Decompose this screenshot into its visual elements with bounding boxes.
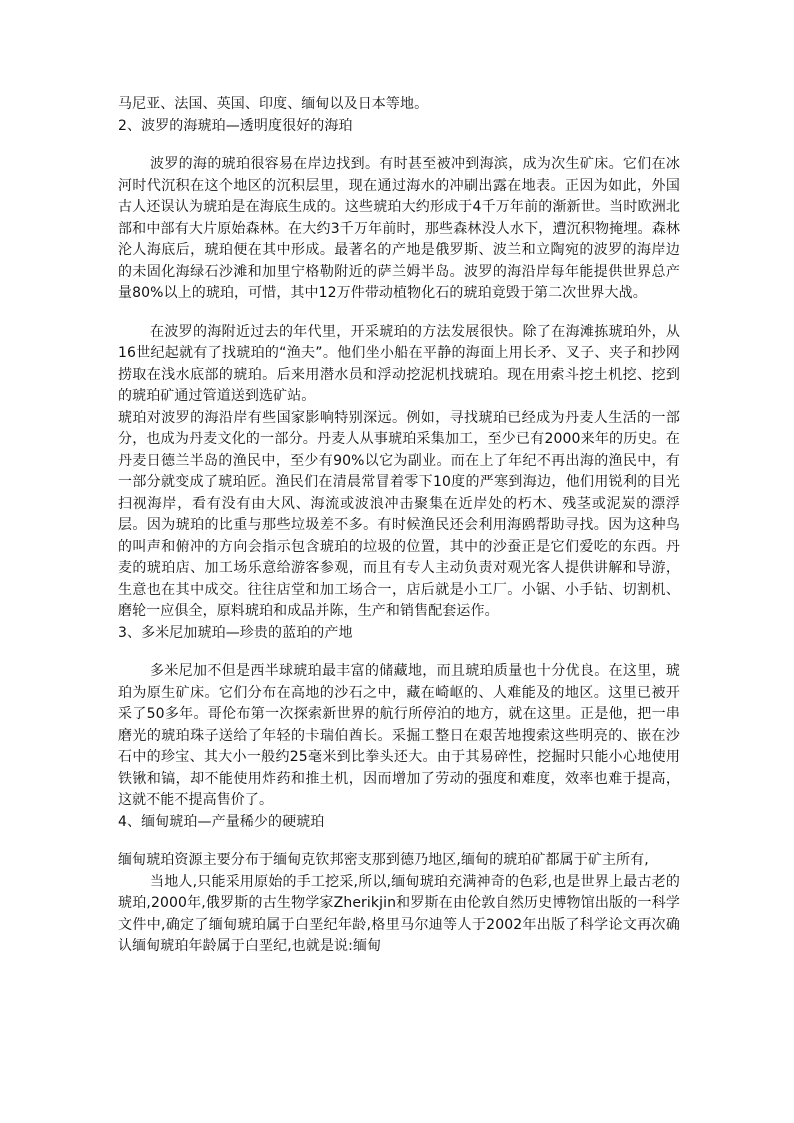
document-page	[118, 94, 680, 958]
paragraph-baltic-denmark: 琥珀对波罗的海沿岸有些国家影响特别深远。例如，寻找琥珀已经成为丹麦人生活的一部分，也成为丹麦文化的一部分。丹麦人从事琥珀采集加工，至少已有2000来年的历史。在丹麦日德兰半岛的渔民中，至少有90%以它为副业。而在上了年纪不再出海的渔民中，有一部分就变成了琥珀匠。渔民们在清晨常冒着零下10度的严寒到海边，他们用锐利的目光扫视海岸，看有没有由大风、海流或波浪冲击聚集在近岸处的朽木、残茎或泥炭的漂浮层。因为琥珀的比重与那些垃圾差不多。有时候渔民还会利用海鸥帮助寻找。因为这种鸟的叫声和俯冲的方向会指示包含琥珀的垃圾的位置，其中的沙蚕正是它们爱吃的东西。丹麦的琥珀店、加工场乐意给游客参观，而且有专人主动负责对观光客人提供讲解和导游，生意也在其中成交。往往店堂和加工场合一，店后就是小工厂。小锯、小手钻、切割机、磨轮一应俱全，原料琥珀和成品并陈，生产和销售配套运作。	[118, 409, 680, 619]
section-heading-baltic: 2、波罗的海琥珀—透明度很好的海珀	[118, 117, 353, 134]
section-heading-burma: 4、缅甸琥珀—产量稀少的硬琥珀	[118, 813, 325, 830]
paragraph-baltic-mining: 在波罗的海附近过去的年代里，开采琥珀的方法发展很快。除了在海滩拣琥珀外，从16世纪起就有了找琥珀的“渔夫”。他们坐小船在平静的海面上用长矛、叉子、夹子和抄网捞取在浅水底部的琥珀。后来用潜水员和浮动挖泥机找琥珀。现在用索斗挖土机挖、挖到的琥珀矿通过管道送到选矿站。	[118, 323, 680, 404]
paragraph-dominican: 多米尼加不但是西半球琥珀最丰富的储藏地，而且琥珀质量也十分优良。在这里，琥珀为原生矿床。它们分布在高地的沙石之中，藏在崎岖的、人难能及的地区。这里已被开采了50多年。哥伦布第一次探索新世界的航行所停泊的地方，就在这里。正是他，把一串磨光的琥珀珠子送给了年轻的卡瑞伯酋长。采掘工整日在艰苦地搜索这些明亮的、嵌在沙石中的珍宝、其大小一般约25毫米到比拳头还大。由于其易碎性，挖掘时只能小心地使用铁锹和镐，却不能使用炸药和推土机，因而增加了劳动的强度和难度，效率也难于提高，这就不能不提高售价了。	[118, 663, 680, 808]
paragraph-burma-age: 当地人,只能采用原始的手工挖采,所以,缅甸琥珀充满神奇的色彩,也是世界上最古老的琥珀,2000年,俄罗斯的古生物学家Zherikjin和罗斯在由伦敦自然历史博物馆出版的一科学文件中,确定了缅甸琥珀属于白垩纪年龄,格里马尔迪等人于2002年出版了科学论文再次确认缅甸琥珀年龄属于白垩纪,也就是说:缅甸	[118, 873, 680, 954]
paragraph-burma-distribution: 缅甸琥珀资源主要分布于缅甸克钦邦密支那到德乃地区,缅甸的琥珀矿都属于矿主所有,	[118, 852, 649, 868]
lead-line: 马尼亚、法国、英国、印度、缅甸以及日本等地。	[118, 96, 429, 112]
section-heading-dominican: 3、多米尼加琥珀—珍贵的蓝珀的产地	[118, 624, 353, 641]
paragraph-baltic-origin: 波罗的海的琥珀很容易在岸边找到。有时甚至被冲到海滨，成为次生矿床。它们在冰河时代沉积在这个地区的沉积层里，现在通过海水的冲刷出露在地表。正因为如此，外国古人还误认为琥珀是在海底生成的。这些琥珀大约形成于4千万年前的渐新世。当时欧洲北部和中部有大片原始森林。在大约3千万年前时，那些森林没人水下，遭沉积物掩埋。森林沦人海底后，琥珀便在其中形成。最著名的产地是俄罗斯、波兰和立陶宛的波罗的海岸边的未固化海绿石沙滩和加里宁格勒附近的萨兰姆半岛。波罗的海沿岸每年能提供世界总产量80%以上的琥珀，可惜，其中12万件带动植物化石的琥珀竟毁于第二次世界大战。	[118, 156, 680, 301]
